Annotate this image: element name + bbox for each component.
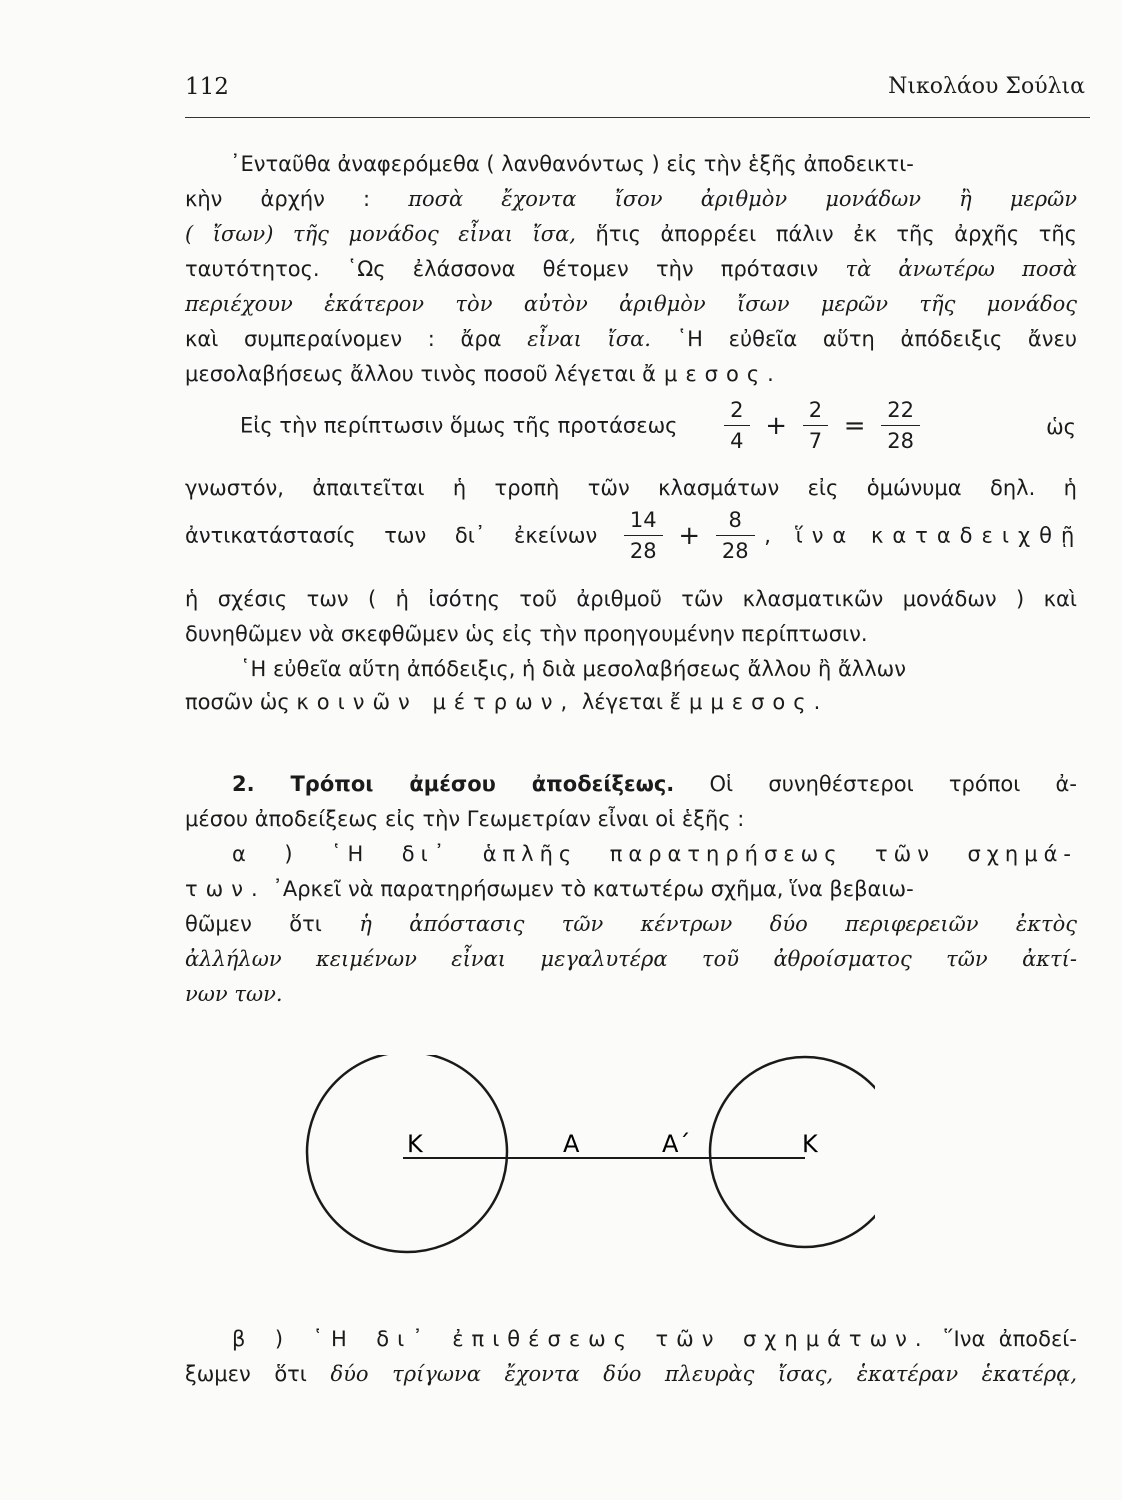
label-k-right: Κ	[802, 1130, 818, 1158]
p1-line6: καὶ συμπεραίνομεν : ἄρα εἶναι ἴσα. ῾Η εὐθεῖα αὕτη ἀπόδειξις ἄνευ	[185, 327, 1078, 351]
p1-line3: ( ἴσων) τῆς μονάδος εἶναι ἴσα, ἥτις ἀπορρέει πάλιν ἐκ τῆς ἀρχῆς τῆς	[185, 222, 1077, 246]
p2-line3: ἀντικατάστασίς των δι᾿ ἐκείνων $\frac{14}{28}$ + $\frac{8}{28}$ , ἵνα καταδειχθῇ	[185, 505, 1077, 569]
item-a-line1: α ) ῾Η δι᾿ ἁπλῆς παρατηρήσεως τῶν σχημά-	[232, 842, 1077, 866]
p3-line2: ποσῶν ὡς κοινῶν μέτρων, λέγεται ἔμμεσος.	[185, 690, 829, 714]
section-2-heading: 2. Τρόποι ἀμέσου ἀποδείξεως.	[232, 772, 675, 796]
page-header	[185, 72, 1085, 112]
label-a: Α	[563, 1130, 580, 1158]
fraction-2-7: $\frac{2}{7}$	[803, 395, 828, 456]
right-circle	[710, 1057, 875, 1247]
fraction-22-28: $\frac{22}{28}$	[881, 395, 920, 456]
item-b-line1: β ) ῾Η δι᾿ ἐπιθέσεως τῶν σχημάτων. ῞Ινα ἀποδεί-	[232, 1327, 1077, 1351]
p3-line1: ῾Η εὐθεῖα αὕτη ἀπόδειξις, ἡ διὰ μεσολαβήσεως ἄλλου ἢ ἄλλων	[240, 657, 906, 681]
section-2-line1: 2. Τρόποι ἀμέσου ἀποδείξεως. Οἱ συνηθέστεροι τρόποι ἀ-	[232, 772, 1077, 796]
p1-line5: περιέχουν ἑκάτερον τὸν αὐτὸν ἀριθμὸν ἴσων μερῶν τῆς μονάδος	[185, 292, 1077, 316]
fraction-2-4: $\frac{2}{4}$	[724, 395, 749, 456]
fraction-8-28: $\frac{8}{28}$	[716, 505, 755, 566]
section-2-line2: μέσου ἀποδείξεως εἰς τὴν Γεωμετρίαν εἶναι οἱ ἑξῆς :	[185, 807, 745, 831]
fraction-14-28: $\frac{14}{28}$	[624, 505, 663, 566]
p2-line1: Εἰς τὴν περίπτωσιν ὅμως τῆς προτάσεως $\frac{2}{4}$ + $\frac{2}{7}$ = $\frac{22}{28}$ ὡς	[240, 395, 1080, 459]
label-a-prime: Α΄	[662, 1130, 691, 1158]
header-rule	[185, 117, 1090, 118]
item-a-line2: των. ᾿Αρκεῖ νὰ παρατηρήσωμεν τὸ κατωτέρω σχῆμα, ἵνα βεβαιω-	[185, 877, 914, 901]
two-circles-diagram	[295, 1055, 875, 1255]
p1-line1: ᾿Ενταῦθα ἀναφερόμεθα ( λανθανόντως ) εἰς τὴν ἑξῆς ἀποδεικτι-	[230, 152, 914, 176]
p1-line2: κὴν ἀρχήν : ποσὰ ἔχοντα ἴσον ἀριθμὸν μονάδων ἢ μερῶν	[185, 187, 1077, 211]
running-head: Νικολάου Σούλια	[888, 74, 1085, 99]
item-a-line3: θῶμεν ὅτι ἡ ἀπόστασις τῶν κέντρων δύο περιφερειῶν ἐκτὸς	[185, 912, 1077, 936]
item-a-line5: νων των.	[185, 982, 283, 1006]
label-k-left: Κ	[407, 1130, 423, 1158]
p2-line5: δυνηθῶμεν νὰ σκεφθῶμεν ὡς εἰς τὴν προηγουμένην περίπτωσιν.	[185, 622, 868, 646]
page-number: 112	[185, 74, 229, 100]
item-a-line4: ἀλλήλων κειμένων εἶναι μεγαλυτέρα τοῦ ἀθροίσματος τῶν ἀκτί-	[185, 947, 1077, 971]
p1-line4: ταυτότητος. ῾Ως ἐλάσσονα θέτομεν τὴν πρότασιν τὰ ἀνωτέρω ποσὰ	[185, 257, 1077, 281]
p2-line2: γνωστόν, ἀπαιτεῖται ἡ τροπὴ τῶν κλασμάτων εἰς ὁμώνυμα δηλ. ἡ	[185, 476, 1077, 500]
item-b-line2: ξωμεν ὅτι δύο τρίγωνα ἔχοντα δύο πλευρὰς ἴσας, ἑκατέραν ἑκατέρᾳ,	[185, 1362, 1077, 1386]
p1-line7: μεσολαβήσεως ἄλλου τινὸς ποσοῦ λέγεται ἄμεσος.	[185, 362, 782, 386]
p2-line4: ἡ σχέσις των ( ἡ ἰσότης τοῦ ἀριθμοῦ τῶν κλασματικῶν μονάδων ) καὶ	[185, 587, 1077, 611]
